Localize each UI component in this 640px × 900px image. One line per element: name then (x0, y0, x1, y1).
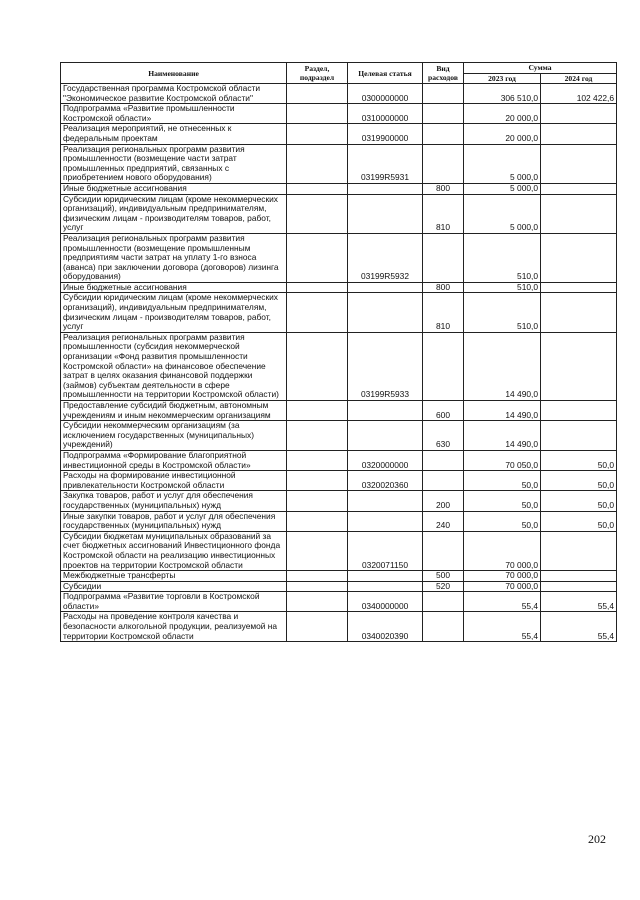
cell-razdel (287, 194, 348, 233)
cell-name: Подпрограмма «Развитие торговли в Костромской области» (61, 592, 287, 612)
cell-y2023: 70 000,0 (464, 531, 541, 570)
cell-name: Межбюджетные трансферты (61, 571, 287, 582)
cell-statya (348, 194, 423, 233)
cell-statya: 0300000000 (348, 84, 423, 104)
cell-y2024: 55,4 (541, 592, 617, 612)
cell-razdel (287, 421, 348, 451)
cell-y2023: 306 510,0 (464, 84, 541, 104)
cell-y2023: 510,0 (464, 293, 541, 332)
cell-y2023: 70 050,0 (464, 450, 541, 470)
cell-y2024 (541, 293, 617, 332)
cell-vid (423, 332, 464, 400)
cell-vid: 240 (423, 511, 464, 531)
table-row (61, 104, 617, 124)
cell-name: Расходы на проведение контроля качества и безопасности алкогольной продукции, реализуемой на территории Костромской области (61, 612, 287, 642)
cell-y2024: 50,0 (541, 491, 617, 511)
cell-vid (423, 84, 464, 104)
cell-y2024 (541, 194, 617, 233)
cell-name: Закупка товаров, работ и услуг для обеспечения государственных (муниципальных) нужд (61, 491, 287, 511)
cell-statya: 0319900000 (348, 124, 423, 144)
cell-razdel (287, 531, 348, 570)
table-row (61, 612, 617, 642)
cell-statya: 0320020360 (348, 471, 423, 491)
cell-name: Реализация региональных программ развития промышленности (возмещение промышленным предприятиям части затрат на уплату 1-го взноса (аванса) при заключении договора (договоров) лизинга оборудования) (61, 233, 287, 282)
cell-name: Реализация региональных программ развития промышленности (субсидия некоммерческой организации «Фонд развития промышленности Костромской области» на финансовое обеспечение затрат в целях оказания финансовой поддержки (займов) субъектам деятельности в сфере промышленности на территории Костромской области) (61, 332, 287, 400)
cell-y2024 (541, 124, 617, 144)
header-row-1 (61, 63, 617, 74)
cell-y2024 (541, 401, 617, 421)
cell-razdel (287, 183, 348, 194)
table-row (61, 531, 617, 570)
cell-vid: 630 (423, 421, 464, 451)
cell-razdel (287, 84, 348, 104)
cell-name: Подпрограмма «Формирование благоприятной инвестиционной среды в Костромской области» (61, 450, 287, 470)
cell-name: Государственная программа Костромской области "Экономическое развитие Костромской области" (61, 84, 287, 104)
cell-vid: 500 (423, 571, 464, 582)
table-row (61, 84, 617, 104)
header-summa: Сумма (464, 63, 617, 74)
cell-name: Иные бюджетные ассигнования (61, 282, 287, 293)
cell-vid: 520 (423, 581, 464, 592)
cell-statya (348, 421, 423, 451)
cell-y2023: 5 000,0 (464, 194, 541, 233)
cell-y2023: 510,0 (464, 282, 541, 293)
header-vid: Вид расходов (423, 63, 464, 84)
cell-y2023: 510,0 (464, 233, 541, 282)
cell-y2024 (541, 104, 617, 124)
cell-vid: 800 (423, 183, 464, 194)
cell-vid: 800 (423, 282, 464, 293)
cell-y2024: 50,0 (541, 450, 617, 470)
cell-razdel (287, 124, 348, 144)
table-row (61, 332, 617, 400)
cell-statya (348, 401, 423, 421)
cell-y2023: 50,0 (464, 491, 541, 511)
cell-vid (423, 471, 464, 491)
cell-statya (348, 282, 423, 293)
cell-y2023: 20 000,0 (464, 104, 541, 124)
cell-y2023: 70 000,0 (464, 571, 541, 582)
cell-statya: 0320000000 (348, 450, 423, 470)
table-row (61, 282, 617, 293)
cell-y2023: 50,0 (464, 471, 541, 491)
cell-vid (423, 144, 464, 183)
cell-y2024: 50,0 (541, 471, 617, 491)
cell-razdel (287, 293, 348, 332)
cell-y2024 (541, 332, 617, 400)
cell-vid (423, 531, 464, 570)
cell-name: Расходы на формирование инвестиционной привлекательности Костромской области (61, 471, 287, 491)
cell-y2024 (541, 144, 617, 183)
cell-vid (423, 233, 464, 282)
cell-statya (348, 293, 423, 332)
cell-name: Субсидии (61, 581, 287, 592)
cell-razdel (287, 471, 348, 491)
page-number: 202 (588, 832, 606, 846)
cell-name: Субсидии юридическим лицам (кроме некоммерческих организаций), индивидуальным предпринимателям, физическим лицам - производителям товаров, работ, услуг (61, 194, 287, 233)
header-2023: 2023 год (464, 73, 541, 84)
table-row (61, 491, 617, 511)
cell-y2024 (541, 282, 617, 293)
cell-name: Субсидии бюджетам муниципальных образований за счет бюджетных ассигнований Инвестиционного фонда Костромской области на реализацию инвестиционных проектов на территории Костромской области (61, 531, 287, 570)
cell-y2023: 5 000,0 (464, 183, 541, 194)
cell-razdel (287, 581, 348, 592)
cell-name: Предоставление субсидий бюджетным, автономным учреждениям и иным некоммерческим организациям (61, 401, 287, 421)
cell-vid: 810 (423, 194, 464, 233)
budget-table (60, 62, 617, 642)
cell-y2023: 14 490,0 (464, 421, 541, 451)
cell-y2024 (541, 531, 617, 570)
cell-vid (423, 104, 464, 124)
cell-statya: 0340000000 (348, 592, 423, 612)
cell-y2023: 70 000,0 (464, 581, 541, 592)
header-razdel: Раздел, подраздел (287, 63, 348, 84)
cell-y2024 (541, 571, 617, 582)
cell-statya: 0310000000 (348, 104, 423, 124)
cell-y2023: 5 000,0 (464, 144, 541, 183)
cell-y2023: 55,4 (464, 612, 541, 642)
header-statya: Целевая статья (348, 63, 423, 84)
cell-y2023: 50,0 (464, 511, 541, 531)
header-name: Наименование (61, 63, 287, 84)
cell-vid (423, 612, 464, 642)
cell-y2023: 20 000,0 (464, 124, 541, 144)
cell-statya: 0320071150 (348, 531, 423, 570)
cell-y2024 (541, 233, 617, 282)
cell-razdel (287, 332, 348, 400)
cell-y2024 (541, 421, 617, 451)
table-row (61, 401, 617, 421)
cell-razdel (287, 401, 348, 421)
table-row (61, 183, 617, 194)
cell-name: Подпрограмма «Развитие промышленности Костромской области» (61, 104, 287, 124)
table-row (61, 581, 617, 592)
table-row (61, 144, 617, 183)
table-row (61, 450, 617, 470)
cell-vid: 810 (423, 293, 464, 332)
table-row (61, 421, 617, 451)
cell-razdel (287, 612, 348, 642)
table-row (61, 124, 617, 144)
cell-y2024: 102 422,6 (541, 84, 617, 104)
cell-y2023: 14 490,0 (464, 401, 541, 421)
table-body (61, 84, 617, 642)
cell-statya (348, 581, 423, 592)
cell-y2024: 55,4 (541, 612, 617, 642)
cell-statya: 03199R5931 (348, 144, 423, 183)
cell-statya (348, 511, 423, 531)
header-2024: 2024 год (541, 73, 617, 84)
cell-razdel (287, 491, 348, 511)
table-row (61, 233, 617, 282)
cell-razdel (287, 233, 348, 282)
cell-razdel (287, 282, 348, 293)
cell-name: Субсидии некоммерческим организациям (за исключением государственных (муниципальных) учреждений) (61, 421, 287, 451)
cell-vid (423, 124, 464, 144)
cell-statya (348, 491, 423, 511)
cell-razdel (287, 571, 348, 582)
cell-vid: 200 (423, 491, 464, 511)
table-row (61, 293, 617, 332)
cell-statya: 03199R5933 (348, 332, 423, 400)
cell-name: Иные закупки товаров, работ и услуг для обеспечения государственных (муниципальных) нужд (61, 511, 287, 531)
cell-y2024: 50,0 (541, 511, 617, 531)
cell-razdel (287, 450, 348, 470)
cell-y2024 (541, 581, 617, 592)
cell-razdel (287, 592, 348, 612)
cell-statya (348, 183, 423, 194)
cell-statya: 03199R5932 (348, 233, 423, 282)
cell-statya: 0340020390 (348, 612, 423, 642)
cell-razdel (287, 104, 348, 124)
cell-name: Реализация региональных программ развития промышленности (возмещение части затрат промышленных предприятий, связанных с приобретением нового оборудования) (61, 144, 287, 183)
cell-name: Реализация мероприятий, не отнесенных к федеральным проектам (61, 124, 287, 144)
cell-name: Субсидии юридическим лицам (кроме некоммерческих организаций), индивидуальным предпринимателям, физическим лицам - производителям товаров, работ, услуг (61, 293, 287, 332)
cell-y2023: 14 490,0 (464, 332, 541, 400)
table-row (61, 471, 617, 491)
cell-razdel (287, 511, 348, 531)
table-row (61, 511, 617, 531)
cell-vid (423, 592, 464, 612)
cell-vid: 600 (423, 401, 464, 421)
cell-name: Иные бюджетные ассигнования (61, 183, 287, 194)
cell-y2024 (541, 183, 617, 194)
cell-y2023: 55,4 (464, 592, 541, 612)
table-row (61, 194, 617, 233)
cell-statya (348, 571, 423, 582)
table-row (61, 592, 617, 612)
table-row (61, 571, 617, 582)
cell-razdel (287, 144, 348, 183)
cell-vid (423, 450, 464, 470)
budget-table-container (60, 62, 616, 642)
